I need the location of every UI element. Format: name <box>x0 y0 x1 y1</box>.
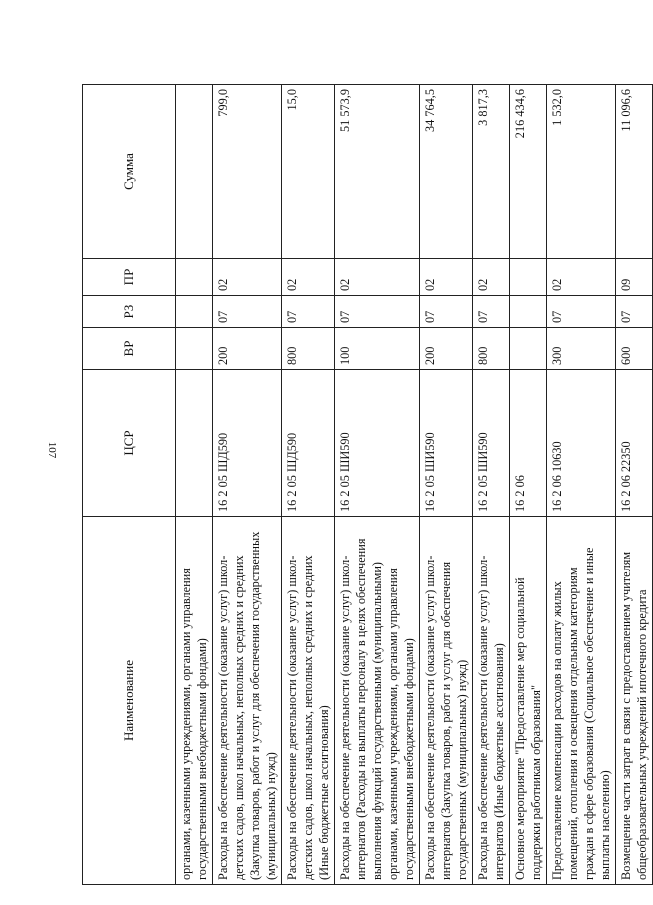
table-row <box>213 85 282 885</box>
row-vr: 800 <box>473 328 510 370</box>
row-vr: 200 <box>420 328 473 370</box>
row-pr: 02 <box>420 259 473 296</box>
row-sum: 11 096,6 <box>616 85 653 259</box>
header-csr: ЦСР <box>83 370 176 517</box>
row-sum: 1 532,0 <box>547 85 616 259</box>
table-row <box>473 85 510 885</box>
header-pr: ПР <box>83 259 176 296</box>
row-csr: 16 2 06 22350 <box>616 370 653 517</box>
row-rz: 07 <box>335 296 420 328</box>
row-csr: 16 2 05 ШИ590 <box>420 370 473 517</box>
row-rz: 07 <box>547 296 616 328</box>
row-vr: 600 <box>616 328 653 370</box>
row-vr <box>510 328 547 370</box>
row-csr: 16 2 05 ШИ590 <box>473 370 510 517</box>
row-rz <box>176 296 213 328</box>
row-sum: 799,0 <box>213 85 282 259</box>
row-csr <box>176 370 213 517</box>
row-pr: 02 <box>473 259 510 296</box>
row-pr: 02 <box>282 259 335 296</box>
row-rz: 07 <box>616 296 653 328</box>
header-rz: РЗ <box>83 296 176 328</box>
row-pr: 02 <box>213 259 282 296</box>
row-vr: 100 <box>335 328 420 370</box>
table-row <box>176 85 213 885</box>
row-rz: 07 <box>282 296 335 328</box>
header-sum: Сумма <box>83 85 176 259</box>
row-pr: 02 <box>547 259 616 296</box>
table-row <box>547 85 616 885</box>
row-sum: 15,0 <box>282 85 335 259</box>
row-vr: 800 <box>282 328 335 370</box>
page-number: 107 <box>46 441 58 459</box>
row-sum: 216 434,6 <box>510 85 547 259</box>
row-csr: 16 2 06 <box>510 370 547 517</box>
table-row <box>510 85 547 885</box>
row-name: Расходы на обеспечение деятельности (оказание услуг) школ-детских садов, школ начальных, неполных средних и средних (Иные бюджетные ассигнования) <box>282 517 335 885</box>
row-rz <box>510 296 547 328</box>
row-csr: 16 2 05 ШД590 <box>282 370 335 517</box>
table-row <box>282 85 335 885</box>
budget-table <box>82 84 653 885</box>
row-name: Расходы на обеспечение деятельности (оказание услуг) школ-детских садов, школ начальных, неполных средних и средних (Закупка товаров, работ и услуг для обеспечения государственных (муниципальных) нужд) <box>213 517 282 885</box>
row-name: органами, казенными учреждениями, органами управления государственными внебюджетными фондами) <box>176 517 213 885</box>
row-name: Расходы на обеспечение деятельности (оказание услуг) школ-интернатов (Расходы на выплаты персоналу в целях обеспечения выполнения функций государственными (муниципальными) органами, казенными учреждениями, органами управления государственными внебюджетными фондами) <box>335 517 420 885</box>
row-vr: 200 <box>213 328 282 370</box>
row-rz: 07 <box>420 296 473 328</box>
row-pr: 02 <box>335 259 420 296</box>
table-row <box>420 85 473 885</box>
row-vr: 300 <box>547 328 616 370</box>
row-csr: 16 2 06 10630 <box>547 370 616 517</box>
row-rz: 07 <box>473 296 510 328</box>
row-pr: 09 <box>616 259 653 296</box>
row-pr <box>176 259 213 296</box>
row-pr <box>510 259 547 296</box>
rotated-page <box>82 85 649 885</box>
row-sum: 51 573,9 <box>335 85 420 259</box>
table-row <box>616 85 653 885</box>
table-row <box>335 85 420 885</box>
row-name: Возмещение части затрат в связи с предоставлением учителям общеобразовательных учреждений ипотечного кредита <box>616 517 653 885</box>
row-name: Расходы на обеспечение деятельности (оказание услуг) школ-интернатов (Закупка товаров, работ и услуг для обеспечения государственных (муниципальных) нужд) <box>420 517 473 885</box>
row-sum: 34 764,5 <box>420 85 473 259</box>
row-rz: 07 <box>213 296 282 328</box>
row-name: Основное мероприятие "Предоставление мер социальной поддержки работникам образования" <box>510 517 547 885</box>
row-sum: 3 817,3 <box>473 85 510 259</box>
row-vr <box>176 328 213 370</box>
table-header-row <box>83 85 176 885</box>
row-csr: 16 2 05 ШД590 <box>213 370 282 517</box>
row-name: Предоставление компенсации расходов на оплату жилых помещений, отопления и освещения отдельным категориям граждан в сфере образования (Социальное обеспечение и иные выплаты населению) <box>547 517 616 885</box>
row-sum <box>176 85 213 259</box>
header-vr: ВР <box>83 328 176 370</box>
header-name: Наименование <box>83 517 176 885</box>
row-name: Расходы на обеспечение деятельности (оказание услуг) школ-интернатов (Иные бюджетные ассигнования) <box>473 517 510 885</box>
row-csr: 16 2 05 ШИ590 <box>335 370 420 517</box>
